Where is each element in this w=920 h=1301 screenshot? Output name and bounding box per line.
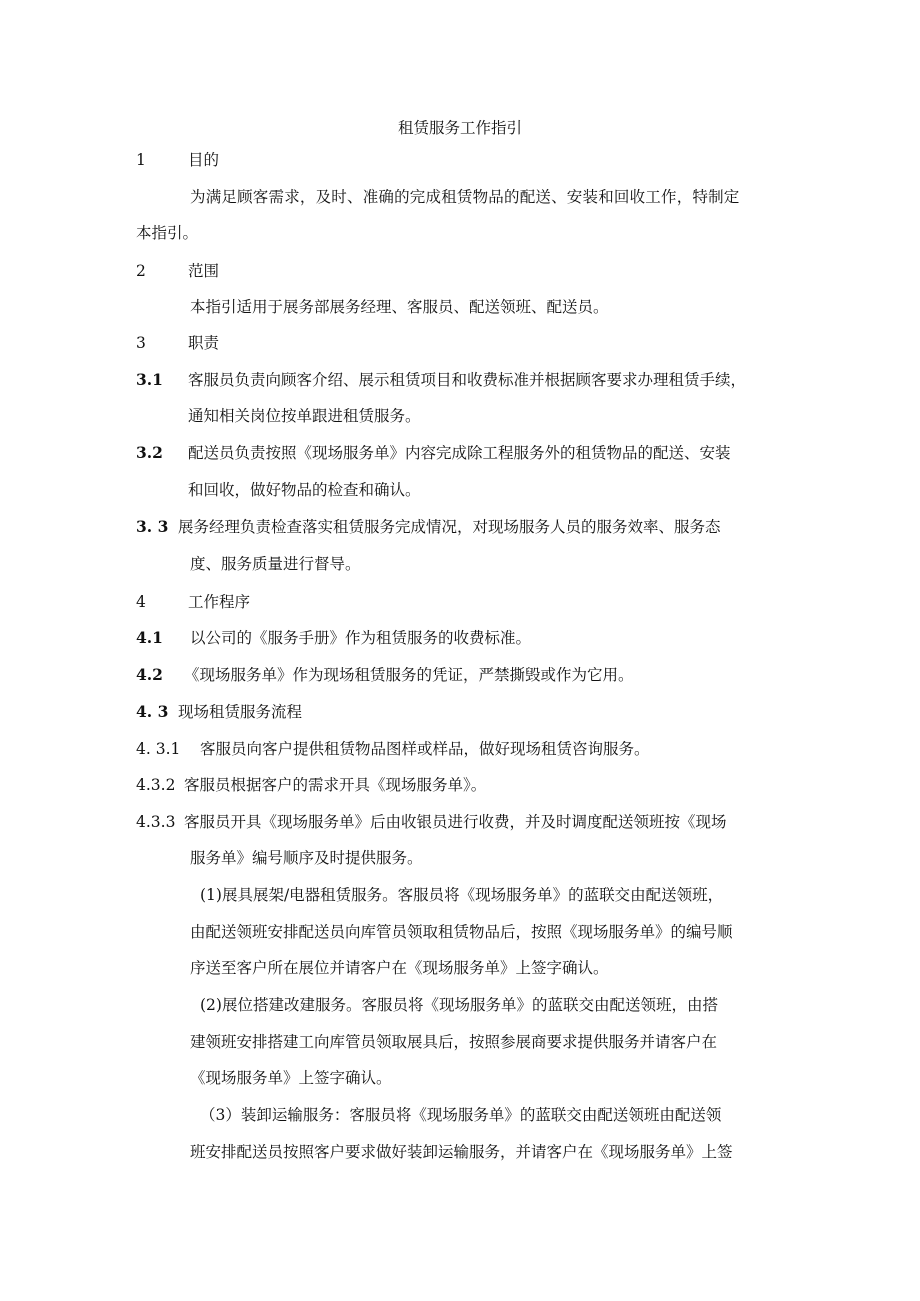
section-number: 2 [136,262,146,280]
section-heading: 工作程序 [188,593,251,611]
paragraph-line: （3）装卸运输服务：客服员将《现场服务单》的蓝联交由配送领班由配送领 [200,1106,722,1124]
paragraph-line: (2)展位搭建改建服务。客服员将《现场服务单》的蓝联交由配送领班，由搭 [200,996,718,1014]
clause-number: 4.2 [136,665,163,684]
paragraph-line: 和回收，做好物品的检查和确认。 [188,481,421,499]
clause-number: 3.1 [136,370,163,389]
paragraph-line: 客服员向客户提供租赁物品图样或样品，做好现场租赁咨询服务。 [200,740,650,758]
paragraph-line: 展务经理负责检查落实租赁服务完成情况，对现场服务人员的服务效率、服务态 [178,518,721,536]
paragraph-line: 序送至客户所在展位并请客户在《现场服务单》上签字确认。 [190,959,609,977]
document-title: 租赁服务工作指引 [397,119,522,137]
paragraph-line: 由配送领班安排配送员向库管员领取租赁物品后，按照《现场服务单》的编号顺 [190,923,733,941]
section-heading: 目的 [188,151,220,169]
clause-number: 4.3.2 [136,776,176,794]
paragraph-line: 客服员根据客户的需求开具《现场服务单》。 [184,776,487,794]
section-heading: 职责 [188,334,220,352]
paragraph-line: 度、服务质量进行督导。 [190,555,361,573]
section-number: 4 [136,593,146,611]
paragraph-line: 以公司的《服务手册》作为租赁服务的收费标准。 [190,629,532,647]
paragraph-line: 为满足顾客需求，及时、准确的完成租赁物品的配送、安装和回收工作，特制定 [190,188,740,206]
clause-number: 4. 3 [136,702,169,721]
clause-number: 4.1 [136,628,163,647]
paragraph-line: 建领班安排搭建工向库管员领取展具后，按照参展商要求提供服务并请客户在 [190,1033,718,1051]
section-number: 3 [136,334,146,352]
clause-number: 4. 3.1 [136,740,181,758]
clause-number: 3. 3 [136,517,169,536]
paragraph-line: 本指引。 [136,224,199,242]
paragraph-line: 《现场服务单》作为现场租赁服务的凭证，严禁撕毁或作为它用。 [184,666,634,684]
paragraph-line: 配送员负责按照《现场服务单》内容完成除工程服务外的租赁物品的配送、安装 [188,444,731,462]
paragraph-line: 《现场服务单》上签字确认。 [190,1069,392,1087]
paragraph-line: 现场租赁服务流程 [178,703,303,721]
paragraph-line: 客服员开具《现场服务单》后由收银员进行收费，并及时调度配送领班按《现场 [184,813,727,831]
paragraph-line: 通知相关岗位按单跟进租赁服务。 [188,407,421,425]
paragraph-line: 本指引适用于展务部展务经理、客服员、配送领班、配送员。 [190,298,609,316]
paragraph-line: 服务单》编号顺序及时提供服务。 [190,849,423,867]
paragraph-line: 客服员负责向顾客介绍、展示租赁项目和收费标准并根据顾客要求办理租赁手续， [188,371,747,389]
section-number: 1 [136,151,146,169]
paragraph-line: (1)展具展架/电器租赁服务。客服员将《现场服务单》的蓝联交由配送领班， [200,886,724,904]
section-heading: 范围 [188,262,220,280]
clause-number: 4.3.3 [136,813,176,831]
paragraph-line: 班安排配送员按照客户要求做好装卸运输服务，并请客户在《现场服务单》上签 [190,1143,733,1161]
clause-number: 3.2 [136,443,163,462]
